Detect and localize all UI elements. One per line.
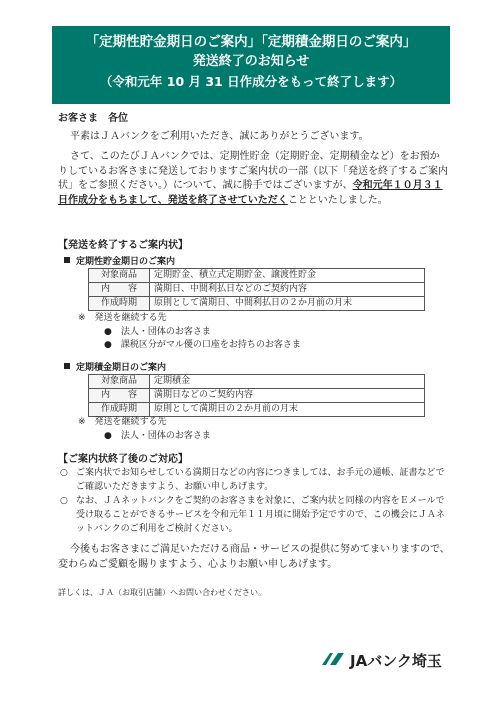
table-key: 対象商品 (89, 269, 150, 283)
body-text-1: さて、このたびＪＡバンクでは、定期性貯金（定期貯金、定期積金など）をお預かりしているお客さまに発送しておりますご案内状の一部（以下「発送を終了するご案内状」をご参照ください。）について、誠に勝手ではございますが、 (58, 151, 448, 191)
after-item (58, 466, 448, 494)
footnote: 詳しくは、ＪＡ（お取引店舗）へお問い合わせください。 (58, 588, 266, 597)
table-value: 原則として満期日、中間利払日の２か月前の月末 (150, 297, 425, 311)
ja-logo-icon (320, 651, 346, 671)
body-text-2: ことといたしました。 (287, 194, 388, 206)
table-key: 対象商品 (89, 375, 150, 389)
table-value: 満期日などのご契約内容 (150, 389, 425, 403)
continue-bullet: ● 法人・団体のお客さま (104, 431, 211, 441)
table-row (89, 283, 425, 297)
body-paragraph (58, 150, 448, 208)
header-banner (52, 26, 450, 104)
sub-time-deposit-title (64, 254, 175, 267)
table-value: 満期日、中間利払日などのご契約内容 (150, 283, 425, 297)
continue-note: ※ 発送を継続する先 (78, 417, 167, 427)
intro-paragraph: 平素はＪＡバンクをご利用いただき、誠にありがとうございます。 (70, 131, 369, 142)
body-emphasis: 令和元年１０月３１日作成分をもちまして、発送を終了させていただく (58, 180, 443, 206)
after-item-text: ご案内状でお知らせしている満期日などの内容につきましては、お手元の通帳、証書などでご確認いただきますよう、お願い申しあげます。 (76, 468, 445, 492)
greeting: お客さま 各位 (58, 113, 128, 124)
table-value: 原則として満期日の２か月前の月末 (150, 403, 425, 417)
time-deposit-table (88, 268, 425, 311)
installment-table (88, 374, 425, 417)
section-discontinued-title: 【発送を終了するご案内状】 (58, 240, 188, 251)
section-after-title: 【ご案内状終了後のご対応】 (58, 454, 188, 465)
continue-note: ※ 発送を継続する先 (78, 313, 167, 323)
square-bullet-icon (64, 363, 70, 369)
table-row (89, 297, 425, 311)
after-item (58, 494, 448, 536)
closing-paragraph: 今後もお客さまにご満足いただける商品・サービスの提供に努めてまいりますので、変わらぬご愛顧を賜りますよう、心よりお願い申しあげます。 (58, 544, 450, 570)
header-title-line1: 「定期性貯金期日のご案内」「定期積金期日のご案内」 (85, 34, 417, 50)
table-row (89, 269, 425, 283)
continue-bullet: ● 法人・団体のお客さま (104, 327, 211, 337)
logo-text: JAバンク埼玉 (350, 652, 442, 670)
table-key: 内 容 (89, 283, 150, 297)
ja-bank-logo (320, 650, 442, 671)
header-title-line2: 発送終了のお知らせ (192, 54, 310, 69)
table-key: 内 容 (89, 389, 150, 403)
continue-bullet: ● 課税区分がマル優の口座をお持ちのお客さま (104, 340, 301, 350)
circle-marker-icon: ○ (60, 468, 68, 478)
header-title-line3: （令和元年 10 月 31 日作成分をもって終了します） (99, 74, 403, 89)
after-item-text: なお、ＪＡネットバンクをご契約のお客さまを対象に、ご案内状と同様の内容をＥメールで受け取ることができるサービスを令和元年１１月頃に開始予定ですので、この機会にＪＡネットバンクのご利用をご検討ください。 (76, 496, 445, 534)
table-row (89, 375, 425, 389)
sub-installment-label: 定期積金期日のご案内 (76, 363, 167, 373)
sub-time-deposit-label: 定期性貯金期日のご案内 (76, 257, 176, 267)
table-row (89, 389, 425, 403)
sub-installment-title (64, 360, 166, 373)
table-key: 作成時期 (89, 297, 150, 311)
table-row (89, 403, 425, 417)
table-key: 作成時期 (89, 403, 150, 417)
circle-marker-icon: ○ (60, 496, 68, 506)
square-bullet-icon (64, 257, 70, 263)
table-value: 定期積金 (150, 375, 425, 389)
table-value: 定期貯金、積立式定期貯金、譲渡性貯金 (150, 269, 425, 283)
